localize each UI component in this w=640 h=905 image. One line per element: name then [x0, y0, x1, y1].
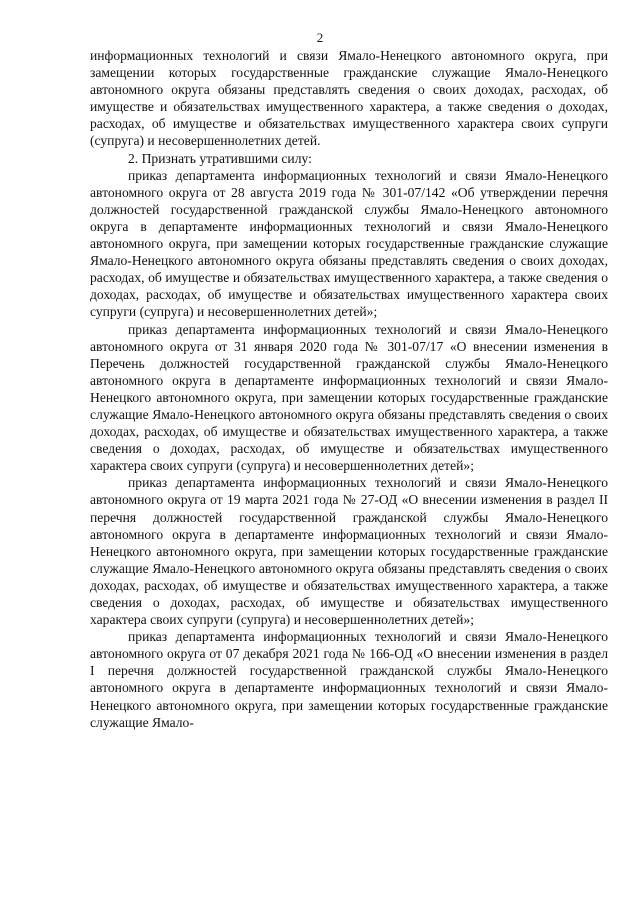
paragraph-order-2020: приказ департамента информационных технологий и связи Ямало-Ненецкого автономного округа от 31 января 2020 года № 301-07/17 «О внесении изменения в Перечень должностей государственной гражданской службы Ямало-Ненецкого автономного округа в департаменте информационных технологий и связи Ямало-Ненецкого автономного округа, при замещении которых государственные гражданские служащие Ямало-Ненецкого автономного округа обязаны представлять сведения о своих доходах, расходах, об имуществе и обязательствах имущественного характера, а также сведения о доходах, расходах, об имуществе и обязательствах имущественного характера своих супруги (супруга) и несовершеннолетних детей»;	[90, 321, 608, 474]
paragraph-continuation: информационных технологий и связи Ямало-Ненецкого автономного округа, при замещении которых государственные гражданские служащие Ямало-Ненецкого автономного округа обязаны представлять сведения о своих доходах, расходах, об имуществе и обязательствах имущественного характера, а также сведения о доходах, расходах, об имуществе и обязательствах имущественного характера своих супруги (супруга) и несовершеннолетних детей.	[90, 48, 608, 149]
page-number: 2	[316, 30, 324, 45]
paragraph-order-2021-march: приказ департамента информационных технологий и связи Ямало-Ненецкого автономного округа от 19 марта 2021 года № 27-ОД «О внесении изменения в раздел II перечня должностей государственной гражданской службы Ямало-Ненецкого автономного округа в департаменте информационных технологий и связи Ямало-Ненецкого автономного округа, при замещении которых государственные гражданские служащие Ямало-Ненецкого автономного округа обязаны представлять сведения о своих доходах, расходах, об имуществе и обязательствах имущественного характера, а также сведения о доходах, расходах, об имуществе и обязательствах имущественного характера своих супруги (супруга) и несовершеннолетних детей»;	[90, 475, 608, 628]
paragraph-item-2: 2. Признать утратившими силу:	[128, 150, 312, 166]
paragraph-order-2021-december: приказ департамента информационных технологий и связи Ямало-Ненецкого автономного округа от 07 декабря 2021 года № 166-ОД «О внесении изменения в раздел I перечня должностей государственной гражданской службы Ямало-Ненецкого автономного округа в департаменте информационных технологий и связи Ямало-Ненецкого автономного округа, при замещении которых государственные гражданские служащие Ямало-	[90, 629, 608, 730]
document-body	[90, 47, 608, 731]
paragraph-order-2019: приказ департамента информационных технологий и связи Ямало-Ненецкого автономного округа от 28 августа 2019 года № 301-07/142 «Об утверждении перечня должностей государственной гражданской службы Ямало-Ненецкого автономного округа в департаменте информационных технологий и связи Ямало-Ненецкого автономного округа, при замещении которых государственные гражданские служащие Ямало-Ненецкого автономного округа обязаны представлять сведения о своих доходах, расходах, об имуществе и обязательствах имущественного характера, а также сведения о доходах, расходах, об имуществе и обязательствах имущественного характера своих супруги (супруга) и несовершеннолетних детей»;	[90, 167, 608, 320]
